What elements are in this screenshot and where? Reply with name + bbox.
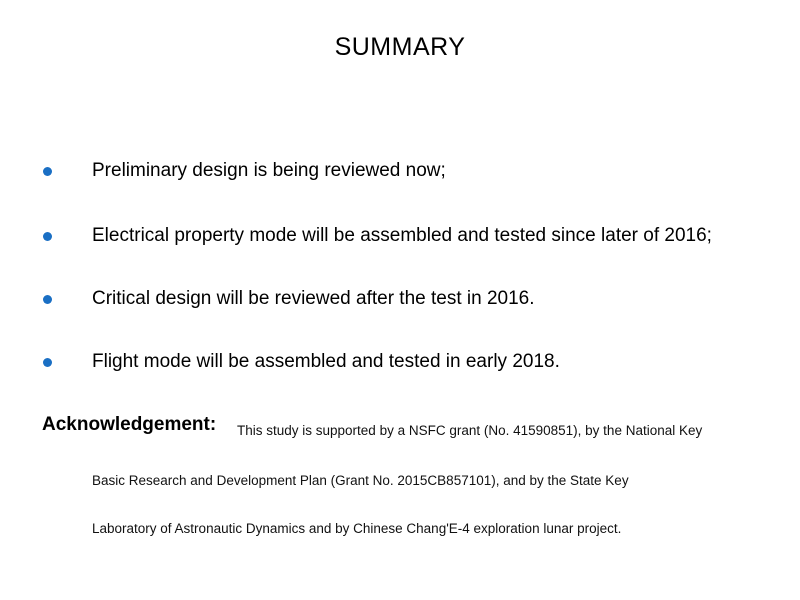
bullet-item (0, 221, 800, 251)
bullet-text: Electrical property mode will be assembled and tested since later of 2016; (92, 225, 712, 246)
acknowledgement-line: This study is supported by a NSFC grant (No. 41590851), by the National Key (237, 423, 703, 438)
acknowledgement-line: Laboratory of Astronautic Dynamics and by Chinese Chang'E-4 exploration lunar project. (92, 521, 622, 536)
slide-title: SUMMARY (334, 33, 466, 61)
bullet-dot-icon (43, 167, 52, 176)
bullet-text: Critical design will be reviewed after the test in 2016. (92, 288, 535, 309)
acknowledgement-label: Acknowledgement: (42, 414, 217, 435)
bullet-dot-icon (43, 295, 52, 304)
bullet-text: Flight mode will be assembled and tested in early 2018. (92, 351, 560, 372)
bullet-dot-icon (43, 232, 52, 241)
bullet-dot-icon (43, 358, 52, 367)
bullet-item (0, 284, 800, 314)
bullet-item (0, 347, 800, 377)
bullet-item (0, 156, 800, 186)
bullet-text: Preliminary design is being reviewed now; (92, 160, 446, 181)
acknowledgement-line: Basic Research and Development Plan (Grant No. 2015CB857101), and by the State Key (92, 473, 629, 488)
